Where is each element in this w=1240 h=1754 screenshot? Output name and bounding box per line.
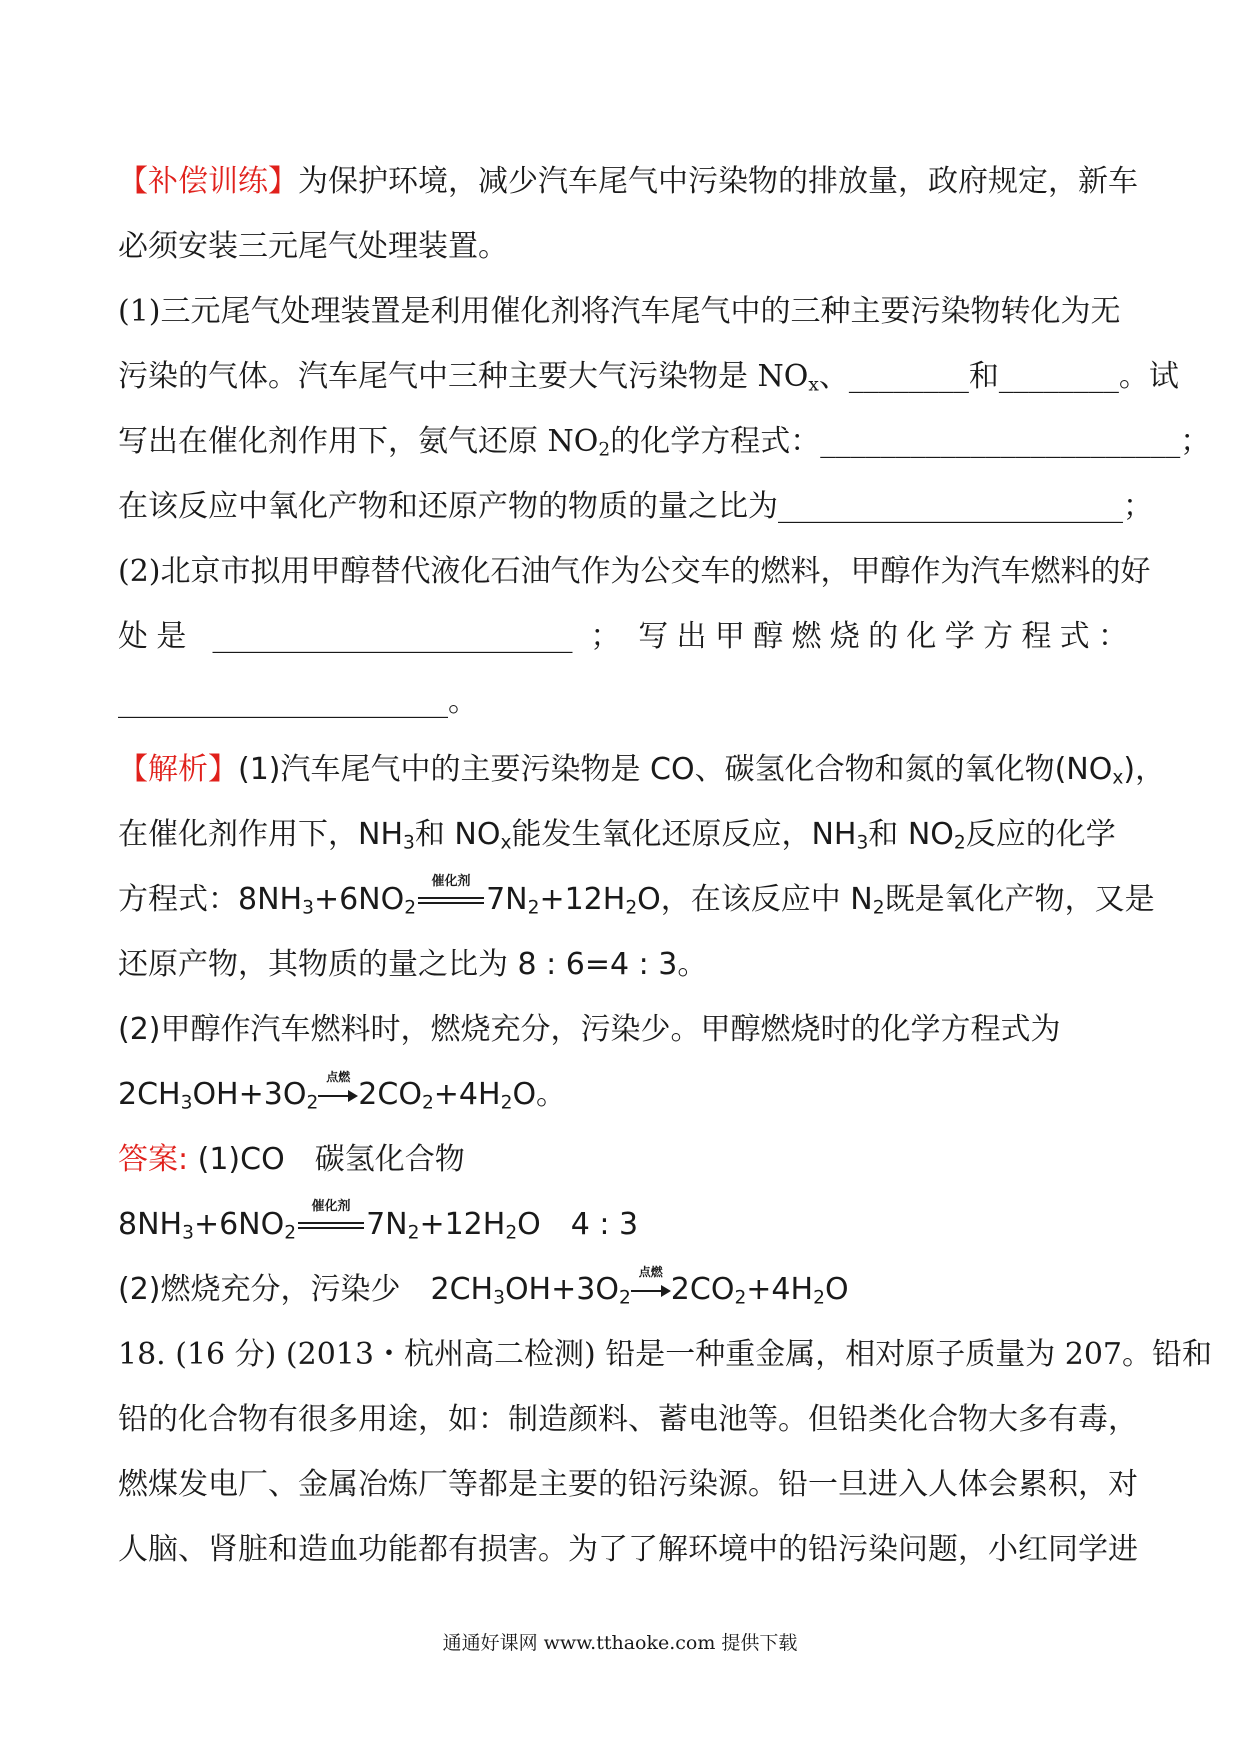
- ignite-arrow: 点燃: [318, 1078, 358, 1108]
- analysis-tag: 【解析】: [118, 752, 238, 787]
- analysis-line-5: (2)甲醇作汽车燃料时，燃烧充分，污染少。甲醇燃烧时的化学方程式为: [118, 1012, 1061, 1047]
- analysis-line-6: $2CH_3OH+3O_2$ 点燃 $2CO_2+4H_2O$。: [118, 1070, 567, 1114]
- answer-tag: 答案:: [118, 1142, 189, 1177]
- analysis-line-1: 【解析】(1)汽车尾气中的主要污染物是 CO、碳氢化合物和氮的氧化物$(NO_x)$，: [118, 752, 1166, 789]
- page-footer: 通通好课网 www.tthaoke.com 提供下载: [442, 1632, 798, 1654]
- analysis-line-4: 还原产物，其物质的量之比为 8 : 6=4 : 3。: [118, 947, 708, 982]
- problem-line-1: 【补偿训练】为保护环境，减少汽车尾气中污染物的排放量，政府规定，新车: [118, 164, 1138, 199]
- q18-line-4: 人脑、肾脏和造血功能都有损害。为了了解环境中的铅污染问题，小红同学进: [118, 1532, 1138, 1567]
- problem-line-9: ______________________。: [118, 684, 478, 719]
- catalyst-equals-sign: 催化剂: [418, 883, 484, 913]
- problem-line-2: 必须安装三元尾气处理装置。: [118, 229, 508, 264]
- answer-line-3: (2)燃烧充分，污染少 $2CH_3OH+3O_2$ 点燃 $2CO_2+4H_2O$: [118, 1265, 849, 1309]
- problem-line-8: 处是 ________________________ ； 写出甲醇燃烧的化学方程式：: [118, 619, 1128, 654]
- answer-line-2: $8NH_3+6NO_2$ 催化剂 $7N_2+12H_2O$ 4 : 3: [118, 1199, 639, 1244]
- problem-line-6: 在该反应中氧化产物和还原产物的物质的量之比为_______________________；: [118, 489, 1153, 524]
- q18-line-3: 燃煤发电厂、金属冶炼厂等都是主要的铅污染源。铅一旦进入人体会累积，对: [118, 1467, 1138, 1502]
- problem-line-5: 写出在催化剂作用下，氨气还原 $NO_2$的化学方程式：________________________；: [118, 424, 1211, 461]
- q18-line-2: 铅的化合物有很多用途，如：制造颜料、蓄电池等。但铅类化合物大多有毒，: [118, 1402, 1138, 1437]
- analysis-line-2: 在催化剂作用下，$NH_3$和 $NO_x$能发生氧化还原反应，$NH_3$和 $NO_2$反应的化学: [118, 817, 1116, 854]
- problem-line-3: (1)三元尾气处理装置是利用催化剂将汽车尾气中的三种主要污染物转化为无: [118, 294, 1121, 329]
- problem-line-4: 污染的气体。汽车尾气中三种主要大气污染物是 $NO_x$、________和________。试: [118, 359, 1179, 396]
- q18-line-1: 18. (16 分) (2013・杭州高二检测) 铅是一种重金属，相对原子质量为 207。铅和: [118, 1337, 1212, 1372]
- ignite-arrow: 点燃: [631, 1273, 671, 1303]
- answer-line-1: 答案: (1)CO 碳氢化合物: [118, 1142, 465, 1177]
- analysis-line-3: 方程式：$8NH_3+6NO_2$ 催化剂 $7N_2+12H_2O$，在该反应中 $N_2$既是氧化产物，又是: [118, 874, 1155, 919]
- problem-line-7: (2)北京市拟用甲醇替代液化石油气作为公交车的燃料，甲醇作为汽车燃料的好: [118, 554, 1151, 589]
- problem-tag: 【补偿训练】: [118, 164, 298, 199]
- catalyst-equals-sign: 催化剂: [298, 1208, 364, 1238]
